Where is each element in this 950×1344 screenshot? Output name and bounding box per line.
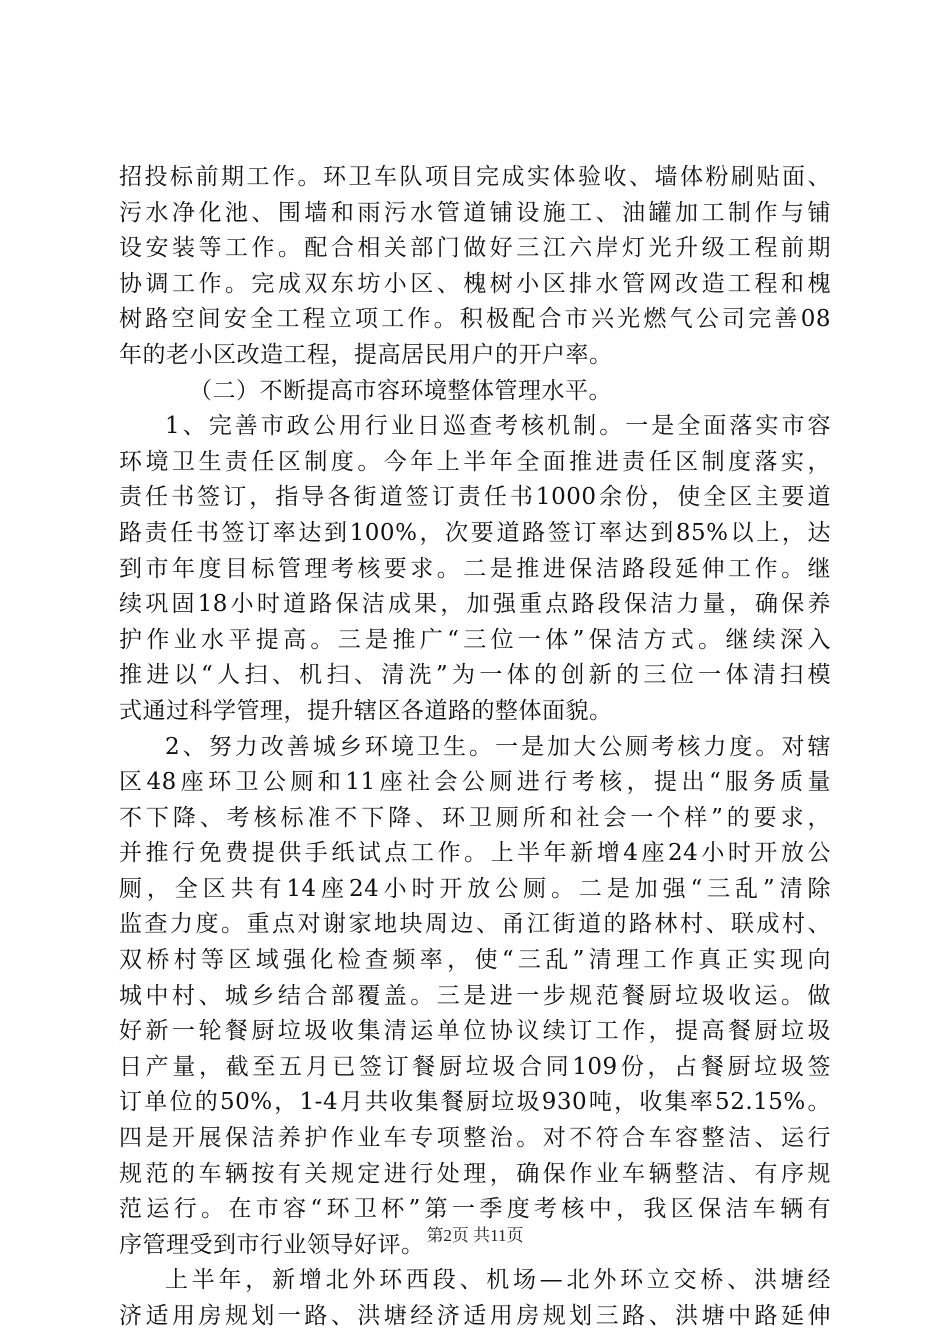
text-line: 协调工作。完成双东坊小区、槐树小区排水管网改造工程和槐: [119, 270, 831, 297]
text-line: 设安装等工作。配合相关部门做好三江六岸灯光升级工程前期: [119, 235, 831, 262]
text-line: 护作业水平提高。三是推广“三位一体”保洁方式。继续深入: [119, 626, 831, 653]
text-line: 厕，全区共有14座24小时开放公厕。二是加强“三乱”清除: [119, 875, 831, 902]
page-number: 第2页 共11页: [426, 1226, 524, 1245]
text-line: 到市年度目标管理考核要求。二是推进保洁路段延伸工作。继: [119, 555, 831, 582]
text-line: 上半年，新增北外环西段、机场—北外环立交桥、洪塘经: [165, 1267, 831, 1294]
text-line: 城中村、城乡结合部覆盖。三是进一步规范餐厨垃圾收运。做: [119, 982, 831, 1009]
text-line: 四是开展保洁养护作业车专项整治。对不符合车容整洁、运行: [119, 1125, 831, 1152]
text-line: 续巩固18小时道路保洁成果，加强重点路段保洁力量，确保养: [119, 591, 831, 618]
text-line: 招投标前期工作。环卫车队项目完成实体验收、墙体粉刷贴面、: [119, 164, 831, 190]
text-line: 2、努力改善城乡环境卫生。一是加大公厕考核力度。对辖: [165, 733, 831, 760]
text-line: 路责任书签订率达到100%，次要道路签订率达到85%以上，达: [119, 519, 831, 546]
text-line: 树路空间安全工程立项工作。积极配合市兴光燃气公司完善08: [119, 306, 831, 333]
text-line: 不下降、考核标准不下降、环卫厕所和社会一个样”的要求，: [119, 804, 831, 831]
text-line: 责任书签订，指导各街道签订责任书1000余份，使全区主要道: [119, 484, 831, 511]
text-line: 监查力度。重点对谢家地块周边、甬江街道的路林村、联成村、: [119, 911, 831, 938]
section-heading: （二）不断提高市容环境整体管理水平。: [189, 377, 612, 404]
text-line: 日产量，截至五月已签订餐厨垃圾合同109份，占餐厨垃圾签: [119, 1053, 831, 1080]
document-body: [119, 160, 831, 1335]
text-line: 规范的车辆按有关规定进行处理，确保作业车辆整洁、有序规: [119, 1160, 831, 1187]
text-line: 区48座环卫公厕和11座社会公厕进行考核，提出“服务质量: [119, 769, 831, 796]
text-line: 范运行。在市容“环卫杯”第一季度考核中，我区保洁车辆有: [119, 1196, 831, 1223]
text-line: 1、完善市政公用行业日巡查考核机制。一是全面落实市容: [165, 413, 831, 440]
text-line: 济适用房规划一路、洪塘经济适用房规划三路、洪塘中路延伸: [119, 1303, 831, 1329]
text-line: 推进以“人扫、机扫、清洗”为一体的创新的三位一体清扫模: [119, 662, 831, 689]
text-line: 式通过科学管理，提升辖区各道路的整体面貌。: [119, 697, 613, 724]
text-line: 年的老小区改造工程，提高居民用户的开户率。: [119, 341, 613, 368]
text-line: 订单位的50%，1-4月共收集餐厨垃圾930吨，收集率52.15%。: [119, 1089, 831, 1116]
text-line: 环境卫生责任区制度。今年上半年全面推进责任区制度落实，: [119, 448, 831, 475]
text-line: 污水净化池、围墙和雨污水管道铺设施工、油罐加工制作与铺: [119, 199, 831, 226]
text-line: 双桥村等区域强化检查频率，使“三乱”清理工作真正实现向: [119, 947, 831, 974]
text-line: 序管理受到市行业领导好评。: [119, 1231, 425, 1258]
text-line: 好新一轮餐厨垃圾收集清运单位协议续订工作，提高餐厨垃圾: [119, 1018, 831, 1045]
text-line: 并推行免费提供手纸试点工作。上半年新增4座24小时开放公: [119, 840, 831, 867]
